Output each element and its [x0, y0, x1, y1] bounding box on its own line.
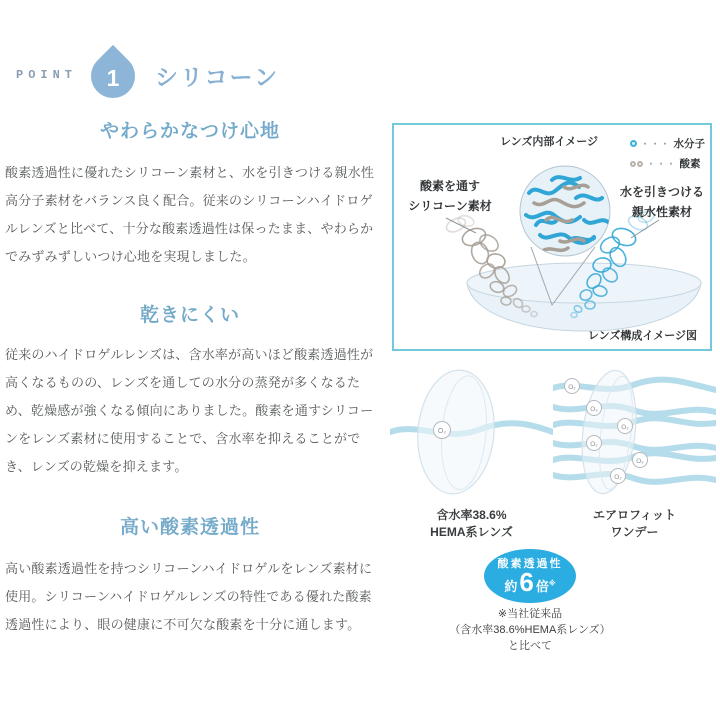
lens-structure-diagram	[392, 123, 712, 351]
water-molecule-icon	[630, 140, 637, 147]
point-header	[16, 42, 279, 108]
hema-lens-caption: 含水率38.6% HEMA系レンズ	[430, 508, 513, 539]
svg-text:O₂: O₂	[621, 424, 629, 431]
footnote: ※当社従来品 （含水率38.6%HEMA系レンズ） と比べて	[449, 608, 611, 652]
svg-text:O₂: O₂	[636, 458, 644, 465]
section-oxygen-permeability	[5, 512, 375, 639]
hema-lens-panel	[390, 362, 553, 541]
point-label: POINT	[16, 68, 78, 82]
water-drop-icon	[85, 42, 141, 108]
page-title: シリコーン	[155, 63, 280, 90]
lens-comparison	[390, 362, 716, 541]
section-body: 従来のハイドロゲルレンズは、含水率が高いほど酸素透過性が高くなるものの、レンズを通しての水分の蒸発が多くなるため、乾燥感が強くなる傾向にありました。酸素を通すシリコーンをレンズ素材に使用することで、含水率を抑えることができ、レンズの乾燥を抑えます。	[5, 347, 374, 474]
svg-text:O₂: O₂	[590, 441, 598, 448]
legend-label: 酸素	[679, 158, 701, 170]
section-heading: 乾きにくい	[139, 305, 240, 326]
section-body: 高い酸素透過性を持つシリコーンハイドロゲルをレンズ素材に使用。シリコーンハイドロゲルレンズの特性である優れた酸素透過性により、眼の健康に不可欠な酸素を十分に通します。	[5, 561, 373, 632]
point-number: 1	[106, 64, 120, 91]
aerofit-lens-caption: エアロフィット ワンデー	[592, 508, 677, 539]
illustration-column	[390, 0, 720, 720]
diagram-caption: レンズ構成イメージ図	[587, 330, 697, 342]
diagram-title: レンズ内部イメージ	[499, 136, 599, 148]
aerofit-lens-panel	[553, 362, 716, 541]
svg-text:O₂: O₂	[614, 474, 622, 481]
hydrophilic-material-label: 水を引きつける 親水性素材	[619, 185, 704, 219]
oxygen-icon	[630, 161, 636, 167]
svg-text:O₂: O₂	[568, 384, 576, 391]
legend-item-oxygen: ・・・ 酸素	[630, 156, 705, 171]
aerofit-lens-illustration	[553, 362, 716, 500]
section-heading: 高い酸素透過性	[119, 517, 260, 538]
legend-item-water: ・・・ 水分子	[630, 136, 705, 151]
diagram-legend	[630, 136, 705, 176]
section-heading: やわらかなつけ心地	[99, 121, 280, 142]
svg-text:O₂: O₂	[590, 406, 598, 413]
section-body: 酸素透過性に優れたシリコーン素材と、水を引きつける親水性高分子素材をバランス良く配合。従来のシリコーンハイドロゲルレンズと比べて、十分な酸素透過性は保ったまま、やわらかでみずみずしいつけ心地を実現しました。	[5, 165, 375, 264]
silicone-material-label: 酸素を通す シリコーン素材	[408, 179, 492, 213]
o2-label: O₂	[437, 428, 447, 435]
section-soft-comfort	[5, 116, 375, 271]
legend-label: 水分子	[673, 138, 705, 150]
oxygen-icon	[637, 161, 643, 167]
section-hard-to-dry	[5, 300, 375, 481]
oxygen-permeability-badge: 酸素透過性 約6 倍※	[484, 549, 576, 603]
hema-lens-illustration	[390, 362, 553, 500]
